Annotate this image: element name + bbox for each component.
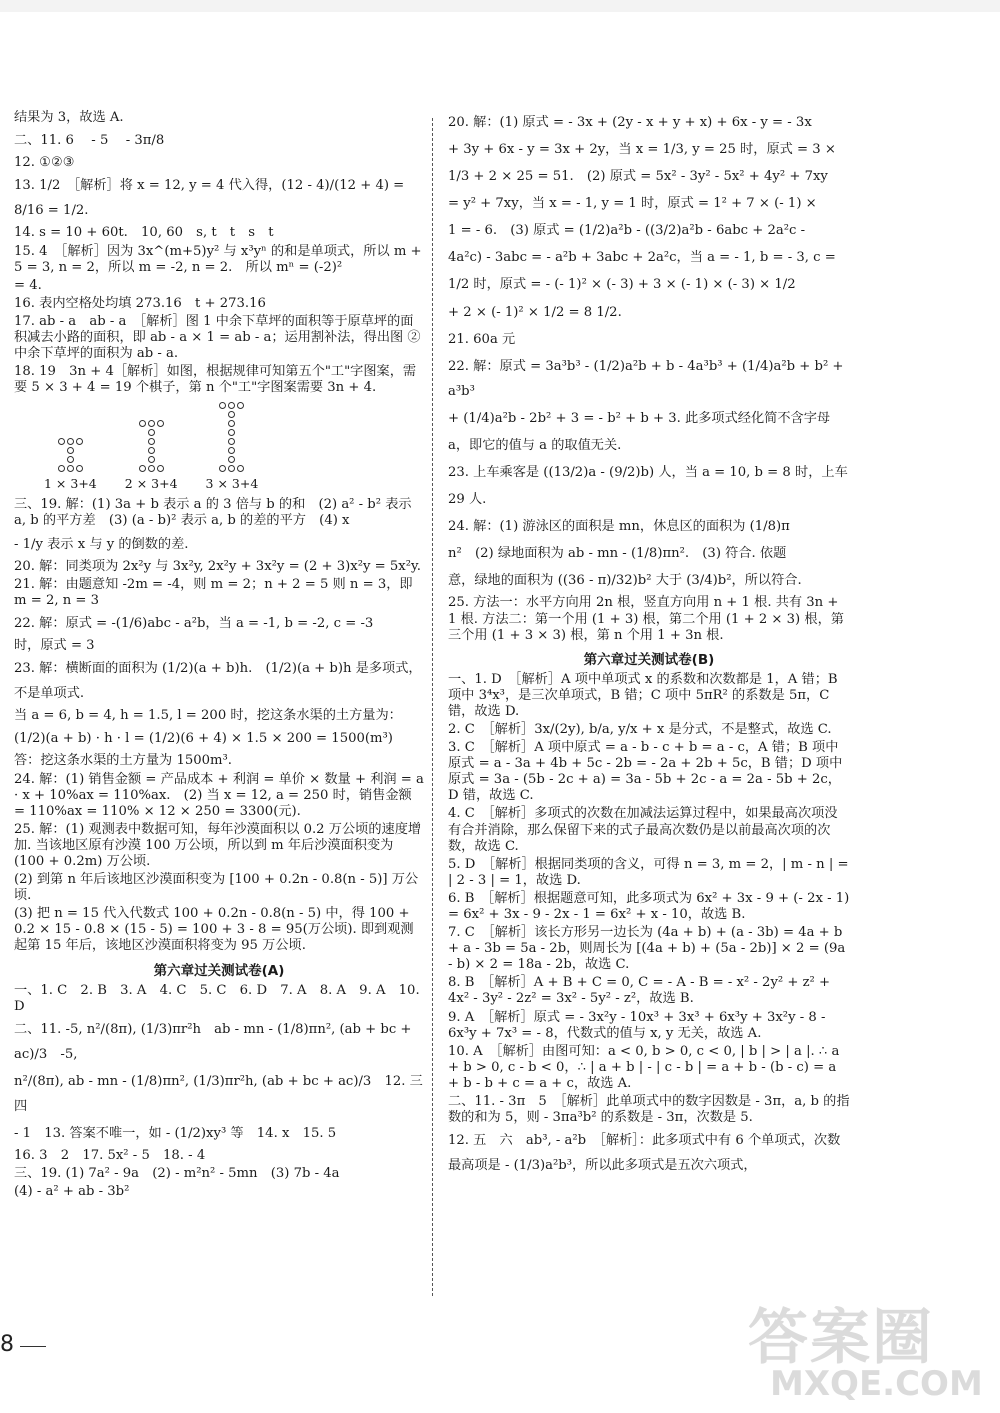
section-heading-b: 第六章过关测试卷(B) — [583, 651, 715, 668]
answer-line: (4) - a² + ab - 3b² — [14, 1184, 130, 1200]
pattern-1-dots — [58, 438, 83, 472]
pattern-1 — [44, 438, 97, 491]
answer-line: 三、19. 解：(1) 3a + b 表示 a 的 3 倍与 b 的和 (2) a² - b² 表示 a, b 的平方差 (3) (a - b)² 表示 a, b 的差的平方 (4) x — [14, 497, 412, 529]
answer-line: 16. 表内空格处均填 273.16 t + 273.16 — [14, 295, 266, 311]
answer-line: 24. 解：(1) 销售金额 = 产品成本 + 利润 = 单价 × 数量 + 利润 = a · x + 10%ax = 110%ax. (2) 当 x = 12, a = 250 时，销售金额 = 110%ax = 110% × 12 × 250 = 3300(元). — [14, 771, 424, 819]
answer-line: 25. 方法一：水平方向用 2n 根，竖直方向用 n + 1 根. 共有 3n + 1 根. 方法二：第一个用 (1 + 3) 根，第二个用 (1 + 2 × 3) 根，第三个用 (1 + 3 × 3) 根，第 n 个用 1 + 3n 根. — [448, 595, 844, 643]
section-heading-a: 第六章过关测试卷(A) — [153, 962, 285, 979]
answer-line: 二、11. - 3π 5 ［解析］此单项式中的数字因数是 - 3π，a, b 的指数的和为 5，则 - 3πa³b² 的系数是 - 3π，次数是 5. — [448, 1094, 850, 1126]
answer-line: 1/2 时，原式 = - (- 1)² × (- 3) + 3 × (- 1) × (- 3) × 1/2 — [448, 277, 796, 293]
answer-line: + 2 × (- 1)² × 1/2 = 8 1/2. — [448, 304, 622, 320]
chess-piece — [58, 465, 65, 472]
answer-line: 15. 4 ［解析］因为 3x^(m+5)y² 与 x³yⁿ 的和是单项式，所以 m + 5 = 3, n = 2，所以 m = -2, n = 2. 所以 mⁿ = (-2)² — [14, 243, 422, 275]
answer-line: 17. ab - a ab - a ［解析］图 1 中余下草坪的面积等于原草坪的面积减去小路的面积，即 ab - a × 1 = ab - a；运用割补法，得出图 ② 中余下草坪的面积为 ab - a. — [14, 313, 421, 362]
answer-line: 8. B ［解析］A + B + C = 0, C = - A - B = - x² - 2y² + z² + 4x² - 3y² - 2z² = 3x² - 5y² - z²，故选 B. — [448, 975, 831, 1007]
answer-line: 20. 解：(1) 原式 = - 3x + (2y - x + y + x) + 6x - y = - 3x — [448, 115, 812, 130]
chess-piece — [67, 465, 74, 472]
answer-line: 21. 60a 元 — [448, 331, 516, 347]
answer-line: 4. C ［解析］多项式的次数在加减法运算过程中，如果最高次项没有合并消除，那么保留下来的式子最高次数仍是以前最高次项的次数，故选 C. — [448, 806, 838, 854]
answer-line: n²/(8π), ab - mn - (1/8)πn², (1/3)πr²h, (ab + bc + ac)/3 12. 三 四 — [14, 1073, 437, 1114]
answer-line: 答：挖这条水渠的土方量为 1500m³. — [14, 753, 232, 769]
answer-line: 16. 3 2 17. 5x² - 5 18. - 4 — [14, 1148, 206, 1164]
answer-line: 1 = - 6. (3) 原式 = (1/2)a²b - ((3/2)a²b - 6abc + 2a²c - — [448, 223, 806, 239]
answer-line: 12. 五 六 ab³, - a²b ［解析］：此多项式中有 6 个单项式，次数最高项是 - (1/3)a²b³，所以此多项式是五次六项式， — [448, 1133, 841, 1174]
answer-line: 2. C ［解析］3x/(2y), b/a, y/x + x 是分式，不是整式，故选 C. — [448, 721, 832, 737]
answer-line: 5. D ［解析］根据同类项的含义，可得 n = 3, m = 2，| m - n | = | 2 - 3 | = 1，故选 D. — [448, 856, 849, 888]
answer-line: 22. 解：原式 = 3a³b³ - (1/2)a²b + b - 4a³b³ + (1/4)a²b + b² + a³b³ — [448, 358, 844, 399]
answer-line: 7. C ［解析］该长方形另一边长为 (4a + b) + (a - 3b) = 4a + b + a - 3b = 5a - 2b，则周长为 [(4a + b) + (5a - 2b)] × 2 = (9a - b) × 2 = 18a - 2b，故选 C. — [448, 925, 846, 973]
answer-line: + (1/4)a²b - 2b² + 3 = - b² + b + 3. 此多项式经化简不含字母 — [448, 410, 831, 426]
answer-line: - 1/y 表示 x 与 y 的倒数的差. — [14, 536, 189, 552]
pattern-2-dots — [139, 420, 164, 472]
answer-line: 6. B ［解析］根据题意可知，此多项式为 6x² + 3x - 9 + (- 2x - 1) = 6x² + 3x - 9 - 2x - 1 = 6x² + x - 10，故选 B. — [448, 890, 850, 922]
answer-line: 9. A ［解析］原式 = - 3x²y - 10x³ + 3x³ + 6x³y + 3x²y - 8 - 6x³y + 7x³ = - 8，代数式的值与 x, y 无关，故选 A. — [448, 1009, 826, 1041]
figure-caption: 1 × 3+4 — [44, 476, 97, 492]
page-number-rule — [20, 1346, 46, 1347]
answer-line: 一、1. D ［解析］A 项中单项式 x 的系数和次数都是 1，A 错；B 项中 3⁴x³，是三次单项式，B 错；C 项中 5πR² 的系数是 5π，C 错，故选 D. — [448, 671, 838, 719]
chess-piece — [58, 438, 65, 445]
chess-piece — [67, 456, 74, 463]
chess-piece — [76, 438, 83, 445]
pattern-3-dots — [219, 402, 244, 472]
answer-line: 18. 19 3n + 4［解析］如图，根据规律可知第五个"工"字图案，需要 5 × 3 + 4 = 19 个棋子，第 n 个"工"字图案需要 3n + 4. — [14, 364, 417, 396]
answer-line: 23. 上车乘客是 ((13/2)a - (9/2)b) 人，当 a = 10, b = 8 时，上车 — [448, 465, 848, 481]
column-divider — [432, 118, 433, 1296]
answer-line: 25. 解：(1) 观测表中数据可知，每年沙漠面积以 0.2 万公顷的速度增加. 当该地区原有沙漠 100 万公顷，所以到 m 年后沙漠面积变为 (100 + 0.2m) 万公顷. — [14, 821, 422, 869]
watermark-text: 答案圈 — [748, 1303, 934, 1373]
answer-line: 3. C ［解析］A 项中原式 = a - b - c + b = a - c，A 错；B 项中原式 = a - 3a + 4b + 5c - 2b = - 2a + 2b + 5c，B 错；D 项中原式 = 3a - (5b - 2c + a) = 3a - 5b + 2c - a = 2a - 5b + 2c，D 错，故选 C. — [448, 740, 843, 804]
pattern-3 — [206, 402, 259, 491]
answer-line: 12. ①②③ — [14, 155, 75, 171]
watermark-url: MXQE.COM — [770, 1364, 983, 1404]
answer-line: 22. 解：原式 = -(1/6)abc - a²b，当 a = -1, b = -2, c = -3 — [14, 615, 374, 631]
answer-line: 23. 解：横断面的面积为 (1/2)(a + b)h. (1/2)(a + b)h 是多项式，不是单项式. — [14, 661, 422, 702]
answer-line: 二、11. 6 - 5 - 3π/8 — [14, 133, 165, 149]
gong-pattern-figure — [44, 402, 424, 491]
answer-line: 13. 1/2 ［解析］将 x = 12, y = 4 代入得，(12 - 4)/(12 + 4) = 8/16 = 1/2. — [14, 178, 405, 219]
answer-line: 10. A ［解析］由图可知：a < 0, b > 0, c < 0, | b | > | a |. ∴ a + b > 0, c - b < 0，∴ | a + b | - | c - b | = a + b - (b - c) = a + b - b + c = a + c，故选 A. — [448, 1043, 840, 1091]
watermark-logo — [748, 1290, 988, 1404]
right-column — [448, 110, 850, 1180]
answer-line: 24. 解：(1) 游泳区的面积是 mn，休息区的面积为 (1/8)π — [448, 519, 790, 535]
answer-line: 三、19. (1) 7a² - 9a (2) - m²n² - 5mn (3) 7b - 4a — [14, 1166, 340, 1182]
figure-caption: 3 × 3+4 — [205, 476, 259, 492]
answer-line: n² (2) 绿地面积为 ab - mn - (1/8)πn². (3) 符合. 依题 — [448, 546, 787, 562]
page-number: 8 — [0, 1332, 14, 1357]
answer-line: 时，原式 = 3 — [14, 637, 95, 653]
answer-line: (1/2)(a + b) · h · l = (1/2)(6 + 4) × 1.5 × 200 = 1500(m³) — [14, 731, 393, 747]
answer-line: 一、1. C 2. B 3. A 4. C 5. C 6. D 7. A 8. A 9. A 10. D — [14, 982, 420, 1014]
answer-line: 21. 解：由题意知 -2m = -4，则 m = 2；n + 2 = 5 则 n = 3，即 m = 2, n = 3 — [14, 576, 413, 608]
answer-line: 1/3 + 2 × 25 = 51. (2) 原式 = 5x² - 3y² - 5x² + 4y² + 7xy — [448, 169, 828, 185]
top-bar — [0, 0, 1000, 12]
chess-piece — [76, 465, 83, 472]
answer-line: a，即它的值与 a 的取值无关. — [448, 437, 622, 453]
pattern-2 — [125, 420, 178, 491]
chess-piece — [67, 447, 74, 454]
answer-line: 20. 解：同类项为 2x²y 与 3x²y, 2x²y + 3x²y = (2 + 3)x²y = 5x²y. — [14, 558, 421, 574]
answer-line: (2) 到第 n 年后该地区沙漠面积变为 [100 + 0.2n - 0.8(n - 5)] 万公顷. — [14, 872, 419, 904]
answer-line: - 1 13. 答案不唯一，如 - (1/2)xy³ 等 14. x 15. 5 — [14, 1126, 337, 1142]
answer-line: = y² + 7xy，当 x = - 1, y = 1 时，原式 = 1² + 7 × (- 1) × — [448, 196, 817, 212]
answer-line: 当 a = 6, b = 4, h = 1.5, l = 200 时，挖这条水渠的土方量为： — [14, 708, 402, 724]
answer-line: 结果为 3，故选 A. — [14, 110, 124, 125]
answer-line: 意，绿地的面积为 ((36 - π)/32)b² 大于 (3/4)b²，所以符合. — [448, 573, 802, 589]
answer-line: (3) 把 n = 15 代入代数式 100 + 0.2n - 0.8(n - 5) 中，得 100 + 0.2 × 15 - 0.8 × (15 - 5) = 100 + 3 - 8 = 95(万公顷). 即到观测起第 15 年后，该地区沙漠面积将变为 95 万公顷. — [14, 906, 414, 954]
answer-line: = 4. — [14, 277, 42, 293]
answer-line: + 3y + 6x - y = 3x + 2y，当 x = 1/3, y = 25 时，原式 = 3 × — [448, 142, 836, 158]
figure-caption: 2 × 3+4 — [124, 476, 178, 492]
answer-line: 4a²c) - 3abc = - a²b + 3abc + 2a²c，当 a = - 1, b = - 3, c = — [448, 250, 836, 266]
answer-line: 29 人. — [448, 492, 487, 508]
answer-line: 14. s = 10 + 60t. 10, 60 s, t t s t — [14, 225, 274, 241]
left-column — [14, 110, 437, 1202]
chess-piece — [67, 438, 74, 445]
answer-line: 二、11. -5, n²/(8π), (1/3)πr²h ab - mn - (1/8)πn², (ab + bc + ac)/3 -5, — [14, 1021, 412, 1062]
